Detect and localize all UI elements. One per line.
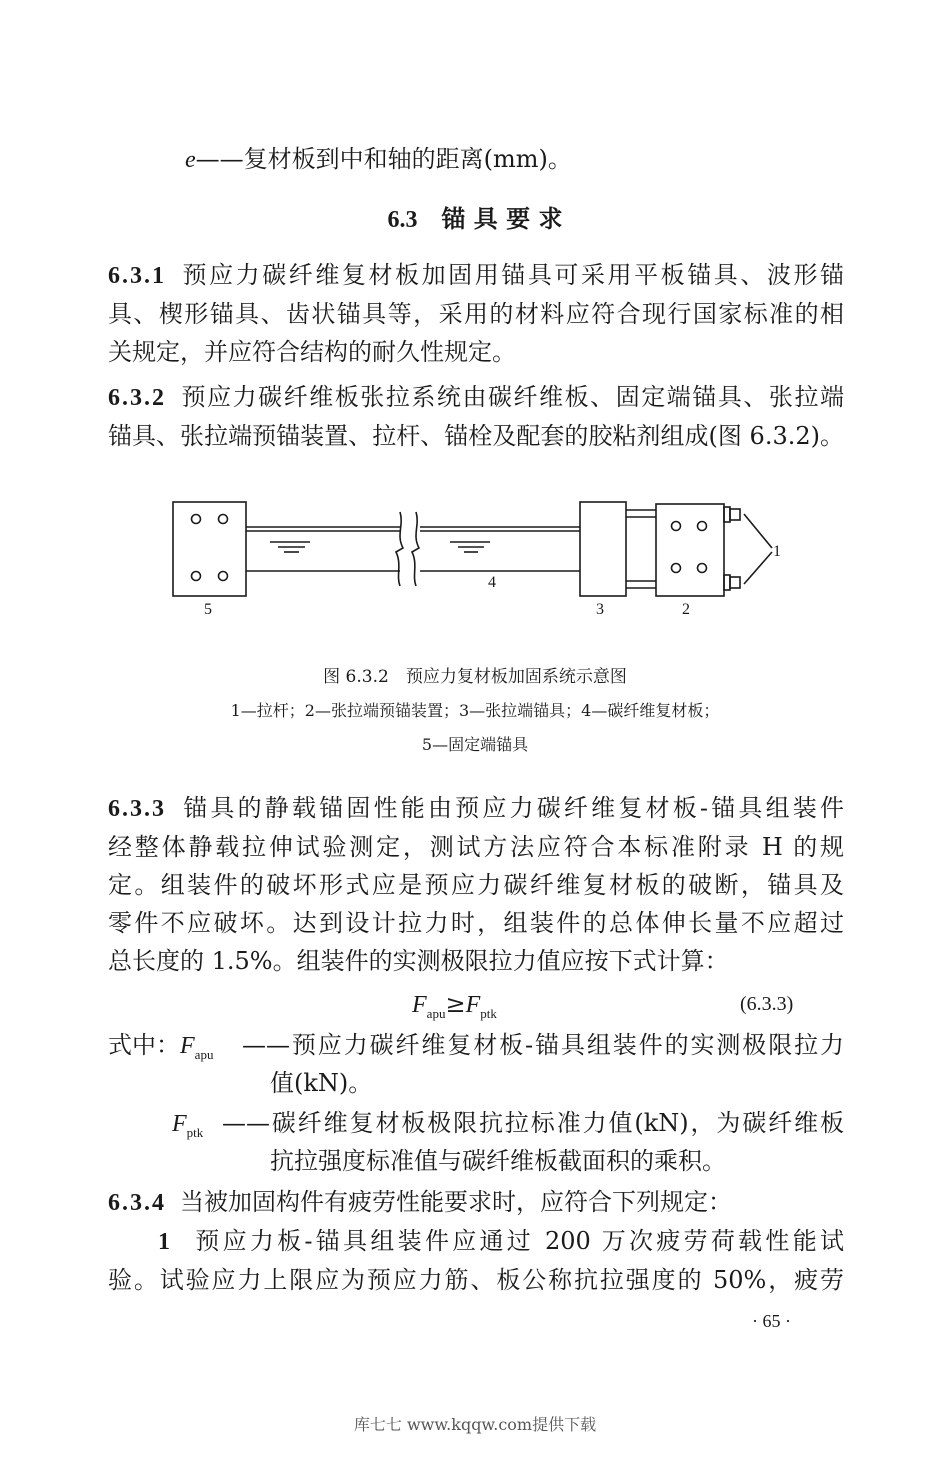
fixed-end-anchor — [173, 502, 246, 596]
clause-line: 具、楔形锚具、齿状锚具等，采用的材料应符合现行国家标准的相 — [108, 300, 844, 328]
clause-number: 6.3.2 — [108, 385, 166, 411]
clause-6-3-3 — [108, 789, 844, 980]
clause-line: 零件不应破坏。达到设计拉力时，组装件的总体伸长量不应超过 — [108, 909, 844, 937]
clause-text: 当被加固构件有疲劳性能要求时，应符合下列规定： — [180, 1188, 732, 1216]
pre-anchoring-device — [656, 504, 724, 596]
section-title-text: 锚 具 要 求 — [441, 204, 563, 233]
figure-legend-line-1: 1—拉杆；2—张拉端预锚装置；3—张拉端锚具；4—碳纤维复材板； — [230, 701, 720, 720]
formula-lhs: F — [412, 992, 427, 1018]
clause-line — [108, 378, 844, 417]
where-v1-line2: 值(kN)。 — [270, 1069, 373, 1097]
clause-line: 验。试验应力上限应为预应力筋、板公称抗拉强度的 50%，疲劳 — [108, 1266, 844, 1294]
definition-line: ——碳纤维复材板极限抗拉标准力值(kN)，为碳纤维板 — [222, 1109, 844, 1137]
where-v2-symbol-group — [172, 1104, 203, 1152]
item-number: 1 — [158, 1229, 170, 1255]
tensioning-end-anchor — [580, 502, 626, 596]
where-v2-line2: 抗拉强度标准值与碳纤维板截面积的乘积。 — [270, 1147, 726, 1175]
clause-text: 锚具的静载锚固性能由预应力碳纤维复材板-锚具组装件 — [180, 794, 844, 822]
figure-legend-line-2: 5—固定端锚具 — [421, 735, 529, 754]
where-lead — [108, 1026, 213, 1074]
formula-rhs: F — [465, 992, 481, 1018]
symbol-e: e — [185, 147, 196, 173]
clause-number: 6.3.4 — [108, 1190, 166, 1216]
clause-line — [108, 789, 844, 828]
where-v1-symbol: F — [180, 1033, 195, 1059]
where-v2-sub: ptk — [186, 1125, 204, 1140]
download-watermark: 库七七 www.kqqw.com提供下载 — [353, 1415, 597, 1434]
where-v1-sub: apu — [194, 1047, 214, 1062]
clause-number: 6.3.3 — [108, 796, 166, 822]
clause-line: 关规定，并应符合结构的耐久性规定。 — [108, 338, 516, 366]
clause-line: 经整体静载拉伸试验测定，测试方法应符合本标准附录 H 的规 — [108, 833, 844, 861]
anchorage-system-diagram — [160, 490, 800, 625]
figure-caption: 图 6.3.2 预应力复材板加固系统示意图 — [323, 667, 627, 687]
clause-line: 总长度的 1.5%。组装件的实测极限拉力值应按下式计算： — [108, 947, 729, 975]
clause-item-1 — [108, 1222, 844, 1261]
where-v2-definition — [222, 1104, 844, 1142]
clause-number: 6.3.1 — [108, 263, 166, 289]
formula-rhs-sub: ptk — [480, 1006, 497, 1021]
label-3: 3 — [596, 601, 604, 618]
formula-lhs-sub: apu — [426, 1006, 446, 1021]
section-title — [0, 199, 950, 234]
formula-operator: ≥ — [445, 990, 466, 1018]
definition-e-text: ——复材板到中和轴的距离(mm)。 — [195, 145, 572, 173]
item-text: 预应力板-锚具组装件应通过 200 万次疲劳荷载性能试 — [192, 1227, 844, 1255]
clause-line — [108, 1183, 844, 1222]
label-5: 5 — [204, 601, 212, 618]
cfrp-plate — [246, 512, 580, 586]
where-lead-text: 式中： — [108, 1031, 180, 1059]
clause-text: 预应力碳纤维复材板加固用锚具可采用平板锚具、波形锚 — [180, 261, 844, 289]
where-v1-definition — [242, 1026, 844, 1064]
clause-line — [108, 256, 844, 295]
clause-6-3-1 — [108, 256, 844, 371]
label-4: 4 — [488, 574, 496, 591]
clause-line: 定。组装件的破坏形式应是预应力碳纤维复材板的破断，锚具及 — [108, 871, 844, 899]
clause-6-3-2 — [108, 378, 844, 455]
page-number: · 65 · — [752, 1311, 791, 1331]
tie-rods — [626, 510, 656, 588]
label-2: 2 — [682, 601, 690, 618]
clause-line: 锚具、张拉端预锚装置、拉杆、锚栓及配套的胶粘剂组成(图 6.3.2)。 — [108, 422, 844, 450]
equation-number: (6.3.3) — [740, 993, 794, 1015]
definition-e — [185, 140, 785, 179]
section-number: 6.3 — [387, 207, 418, 233]
clause-6-3-4 — [108, 1183, 844, 1299]
label-1: 1 — [773, 543, 781, 560]
definition-line: ——预应力碳纤维复材板-锚具组装件的实测极限拉力 — [242, 1031, 844, 1059]
where-v2-symbol: F — [172, 1111, 187, 1137]
clause-text: 预应力碳纤维板张拉系统由碳纤维板、固定端锚具、张拉端 — [180, 383, 844, 411]
